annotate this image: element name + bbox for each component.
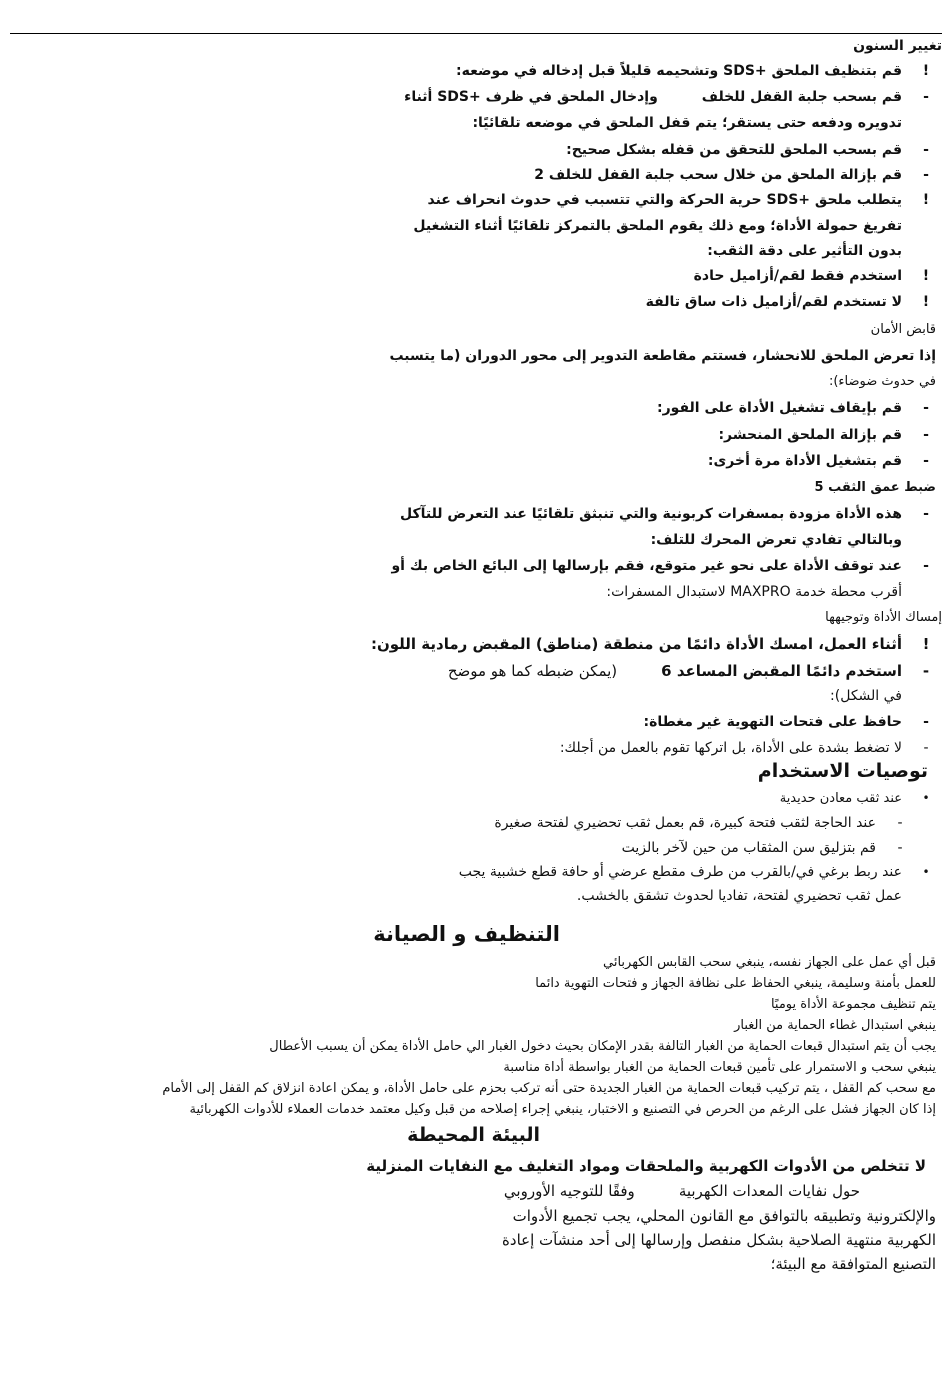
maint-line-7: مع سحب كم القفل ، يتم تركيب قبعات الحماية من الغبار الجديدة حتى أنه تركب بحزم على حامل الأداة، و يمكن اعادة انزلاق كم القفل إلى الأمام (162, 1081, 936, 1096)
heading-safety-clutch: قابض الأمان (870, 322, 936, 337)
maint-line-4: ينبغي استبدال غطاء الحماية من الغبار (734, 1018, 936, 1033)
tip-pilot-hole: -عند الحاجة لثقب فتحة كبيرة، قم بعمل ثقب تحضيري لفتحة صغيرة (494, 815, 910, 832)
env-line-3: الكهربية منتهية الصلاحية بشكل منفصل وإرسالها إلى أحد منشآت إعادة (502, 1231, 936, 1249)
maint-line-3: يتم تنظيف مجموعة الأداة يوميًا (770, 997, 936, 1012)
dash-mark: - (923, 142, 929, 158)
heading-holding-tool: إمساك الأداة وتوجيهها (825, 610, 942, 625)
dash-mark: - (923, 427, 929, 443)
dash-mark: - (923, 167, 929, 183)
step-aux-handle: -استخدم دائمًا المقبض المساعد 6(يمكن ضبطه كما هو موضح (448, 662, 936, 680)
heading-usage-recommendations: توصيات الاستخدام (757, 760, 928, 782)
dash-mark: - (923, 400, 929, 416)
note-damaged-shank: !لا تستخدم لقم/أزاميل ذات ساق تالفة (646, 294, 936, 311)
heading-depth-adjust: ضبط عمق الثقب 5 (814, 480, 936, 495)
bullet-mark: • (922, 865, 930, 879)
bullet-mark: • (922, 791, 930, 805)
dash-mark: - (897, 840, 903, 856)
note-carbon-brushes: -هذه الأداة مزودة بمسفرات كربونية والتي تنبثق تلقائيًا عند التعرض للتآكل (400, 506, 936, 523)
warning-mark: ! (922, 63, 930, 79)
safety-clutch-text: إذا تعرض الملحق للانحشار، فستتم مقاطعة التدوير إلى محور الدوران (ما يتسبب (389, 348, 936, 364)
maint-line-6: ينبغي سحب و الاستمرار على تأمين قبعات الحماية من الغبار بواسطة أداة مناسبة (503, 1060, 936, 1075)
step-check-lock: -قم بسحب الملحق للتحقق من قفله بشكل صحيح: (566, 142, 936, 159)
env-line-2: والإلكترونية وتطبيقه بالتوافق مع القانون المحلي، يجب تجميع الأدوات (512, 1207, 936, 1225)
step-switch-off: -قم بإيقاف تشغيل الأداة على الفور: (657, 400, 936, 417)
tip-lubricate-bit: -قم بتزليق سن المثقاب من حين لآخر بالزيت (622, 840, 910, 857)
heading-environment: البيئة المحيطة (407, 1124, 540, 1146)
env-line-1: حول نفايات المعدات الكهربيةوفقًا للتوجيه الأوروبي (503, 1182, 860, 1200)
step-remove-bit: -قم بإزالة الملحق من خلال سحب جلبة القفل للخلف 2 (534, 167, 936, 184)
dash-mark: - (922, 662, 930, 680)
warning-mark: ! (922, 268, 930, 284)
warning-mark: ! (922, 192, 930, 208)
maint-line-2: للعمل بأمنة وسليمة، ينبغي الحفاظ على نظافة الجهاز و فتحات التهوية دائما (535, 976, 936, 991)
env-line-4: التصنيع المتوافقة مع البيئة؛ (770, 1255, 936, 1273)
top-rule (10, 33, 942, 34)
tip-ferrous-metals: •عند ثقب معادن حديدية (780, 791, 936, 807)
warning-mark: ! (922, 294, 930, 310)
step-remove-jammed: -قم بإزالة الملحق المنحشر: (718, 427, 936, 444)
note-unexpected-stop: -عند توقف الأداة على نحو غير متوقع، فقم بإرسالها إلى البائع الخاص بك أو (391, 558, 936, 575)
tip-wood-screw: •عند ربط برغي في/بالقرب من طرف مقطع عرضي أو حافة قطع خشبية يجب (459, 864, 936, 881)
maint-line-1: قبل أي عمل على الجهاز نفسه، ينبغي سحب القابس الكهربائي (603, 955, 936, 970)
dash-mark: - (923, 714, 929, 730)
step-pull-sleeve-cont: تدويره ودفعه حتى يستقر؛ يتم قفل الملحق في موضعه تلقائيًا: (472, 115, 902, 131)
safety-clutch-text-cont: في حدوث ضوضاء): (828, 374, 936, 389)
note-sds-free-motion-cont: تفريغ حمولة الأداة؛ ومع ذلك يقوم الملحق بالتمركز تلقائيًا أثناء التشغيل (413, 218, 902, 234)
step-no-pressure: -لا تضغط بشدة على الأداة، بل اتركها تقوم بالعمل من أجلك: (560, 740, 936, 757)
maint-line-8: إذا كان الجهاز فشل على الرغم من الحرص في التصنيع و الاختبار، ينبغي إجراء إصلاحه من قبل وكيل معتمد خدمات العملاء للأدوات الكهربائية (189, 1102, 936, 1117)
step-aux-handle-cont: في الشكل): (830, 688, 902, 704)
dash-mark: - (923, 89, 929, 105)
note-clean-lubricate: !قم بتنظيف الملحق +SDS وتشحيمه قليلاً قبل إدخاله في موضعه: (456, 63, 936, 80)
step-restart: -قم بتشغيل الأداة مرة أخرى: (708, 453, 936, 470)
warning-mark: ! (922, 635, 930, 653)
step-pull-sleeve: -قم بسحب جلبة القفل للخلفوإدخال الملحق في ظرف +SDS أثناء (404, 89, 936, 106)
heading-changing-bits: تغيير السنون (853, 38, 942, 54)
note-sharp-bits: !استخدم فقط لقم/أزاميل حادة (694, 268, 936, 285)
note-unexpected-stop-cont: أقرب محطة خدمة MAXPRO لاستبدال المسفرات: (606, 584, 902, 600)
note-carbon-brushes-cont: وبالتالي تفادي تعرض المحرك للتلف: (650, 532, 902, 548)
note-sds-free-motion-end: بدون التأثير على دقة الثقب: (707, 243, 902, 259)
note-grey-grip: !أثناء العمل، امسك الأداة دائمًا من منطقة (مناطق) المقبض رمادية اللون: (371, 635, 936, 653)
dash-mark: - (923, 558, 929, 574)
env-no-household-waste: لا تتخلص من الأدوات الكهربية والملحقات ومواد التغليف مع النفايات المنزلية (366, 1157, 926, 1175)
heading-cleaning-maintenance: التنظيف و الصيانة (373, 922, 560, 946)
maint-line-5: يجب أن يتم استبدال قبعات الحماية من الغبار التالفة بقدر الإمكان بحيث دخول الغبار الي حامل الأداة يمكن أن يسبب الأعطال (269, 1039, 936, 1054)
tip-wood-screw-cont: عمل ثقب تحضيري لفتحة، تفاديا لحدوث تشقق بالخشب. (576, 888, 902, 904)
dash-mark: - (923, 740, 929, 756)
step-vents: -حافظ على فتحات التهوية غير مغطاة: (644, 714, 936, 731)
dash-mark: - (923, 453, 929, 469)
dash-mark: - (897, 815, 903, 831)
dash-mark: - (923, 506, 929, 522)
note-sds-free-motion: !يتطلب ملحق +SDS حرية الحركة والتي تتسبب في حدوث انحراف عند (428, 192, 937, 209)
